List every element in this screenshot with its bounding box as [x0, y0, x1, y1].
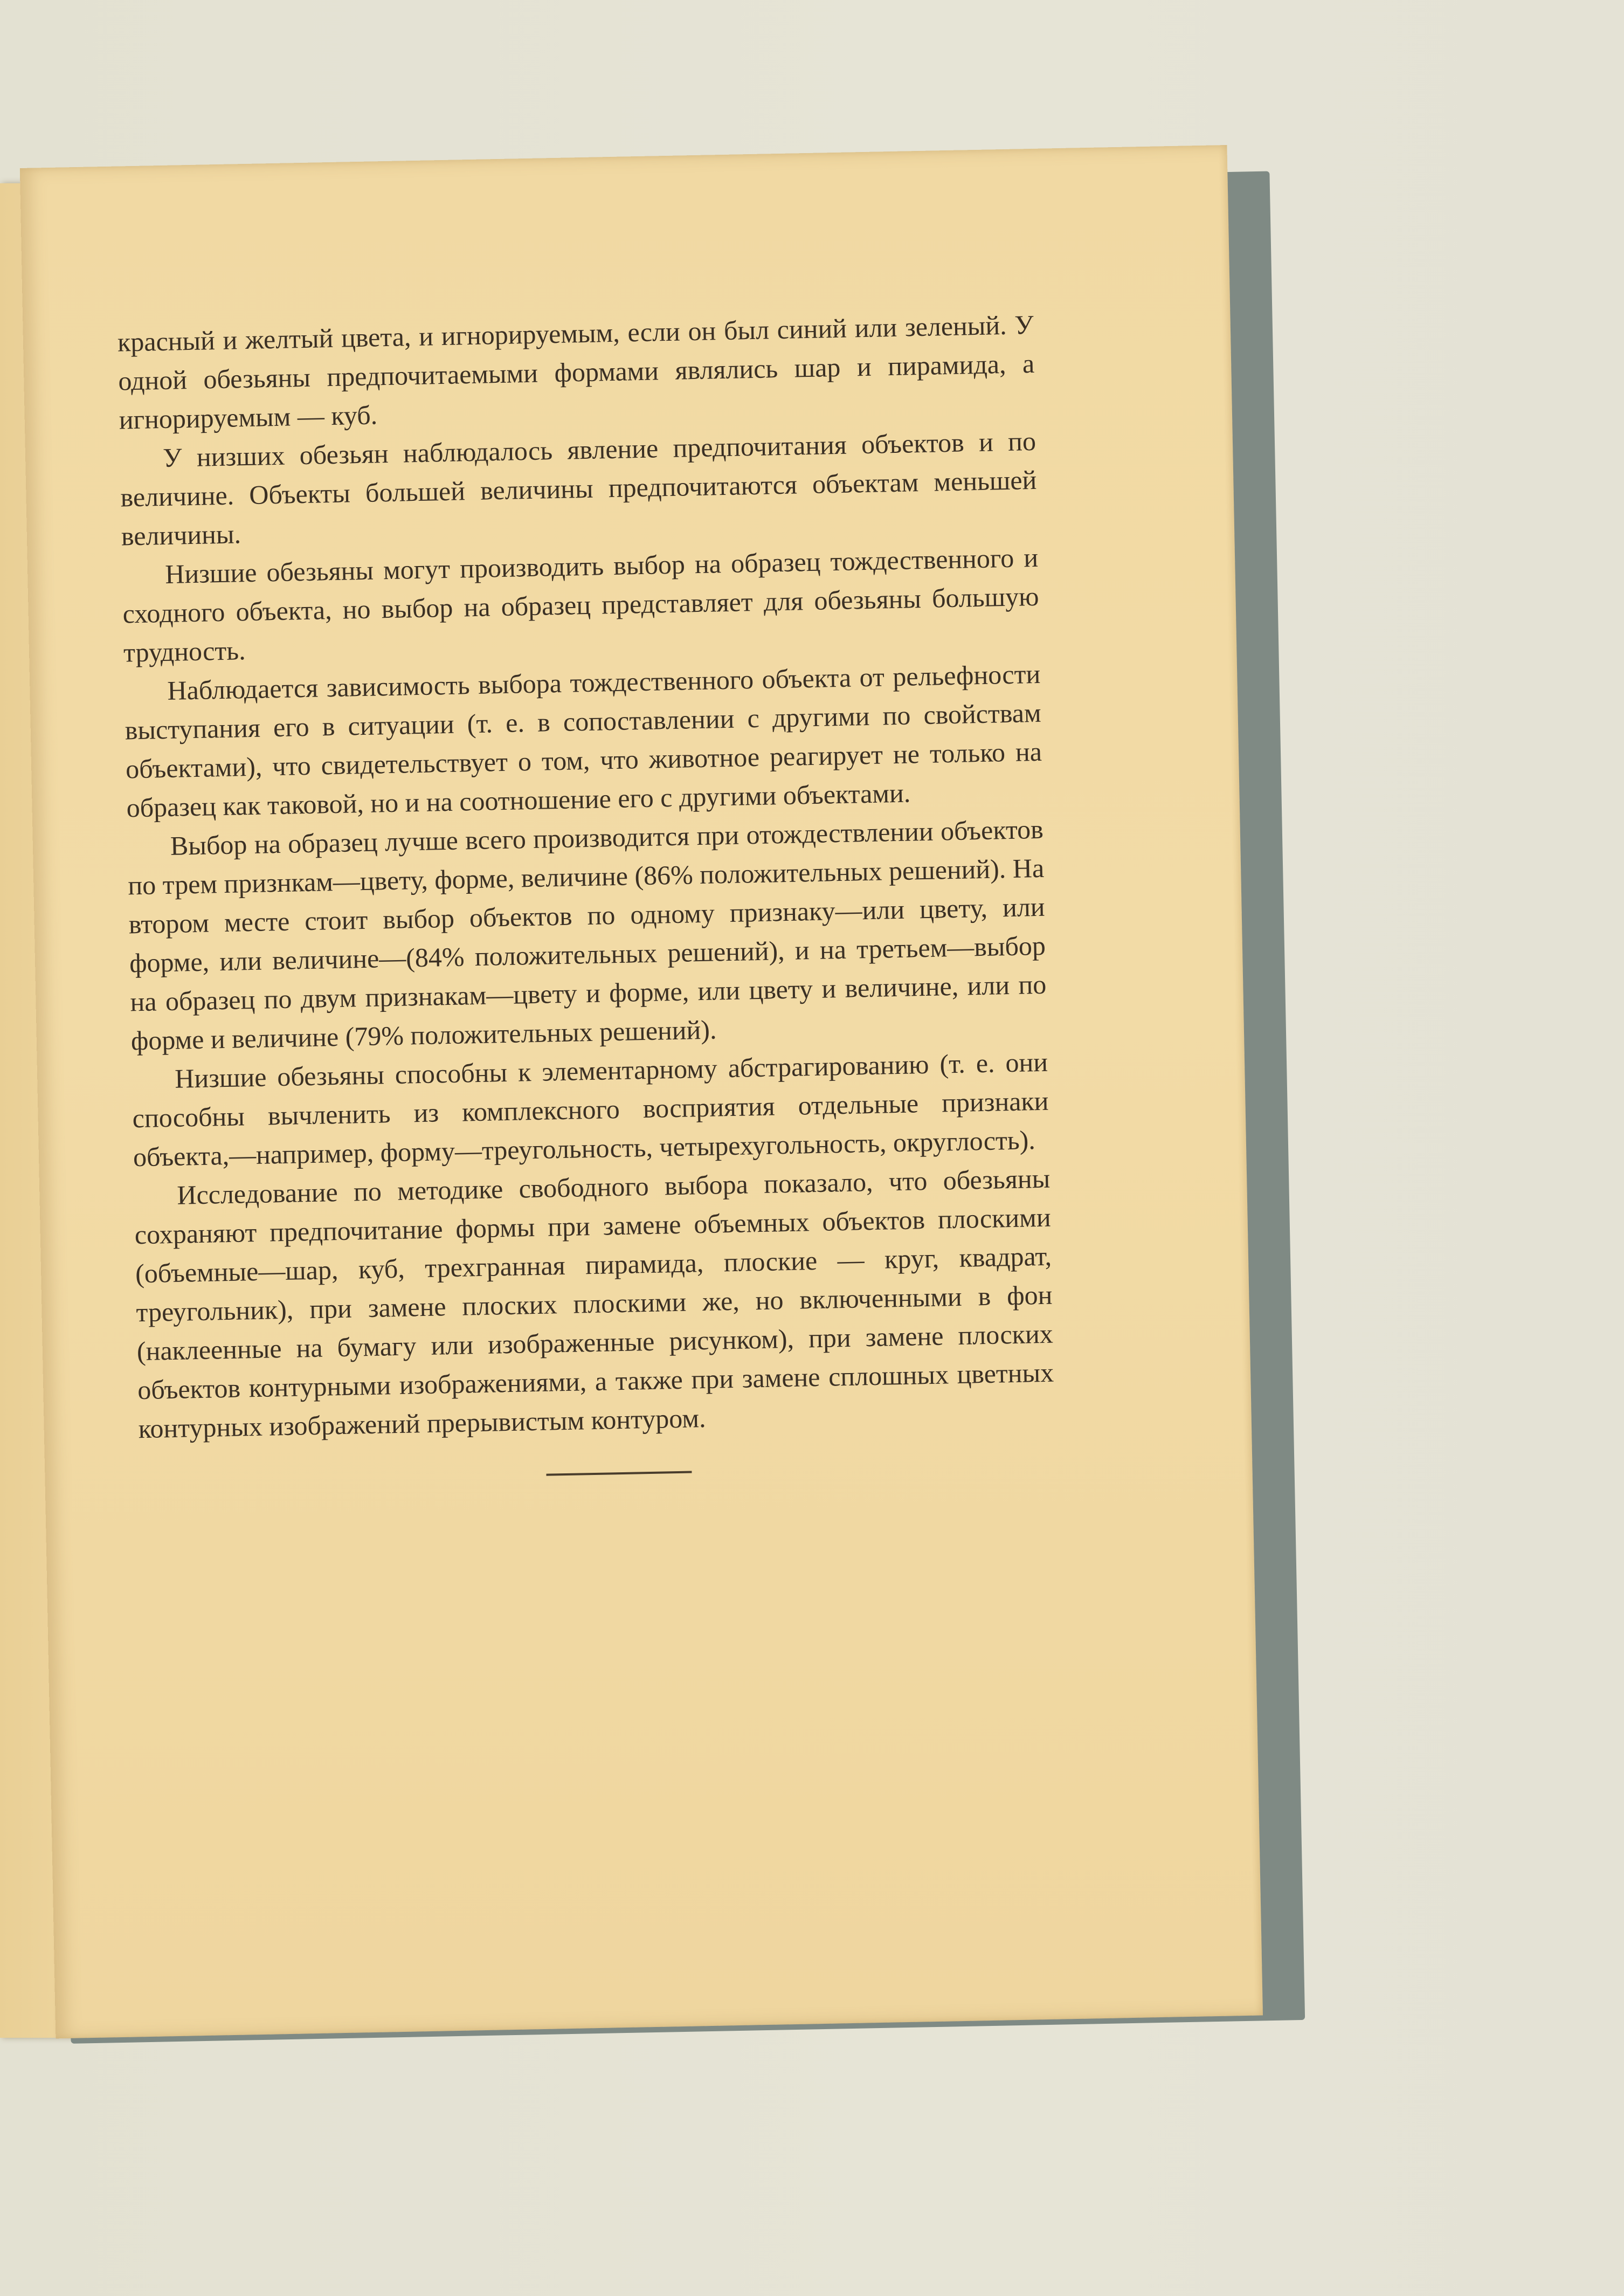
booklet [20, 145, 1274, 2044]
page-text [117, 305, 1055, 1448]
paragraph: красный и желтый цвета, и игнорируемым, если он был синий или зеленый. У одной обезьяны предпочитаемыми формами являлись шар и пирамида, а игнорируемым — куб. [117, 309, 1035, 435]
book-page [20, 145, 1263, 2038]
paragraph: Наблюдается зависимость выбора тождественного объекта от рельефности выступания его в ситуации (т. е. в сопоставлении с другими по свойствам объектами), что свидетельствует о том, что животное реагирует не только на образец как таковой, но и на соотношение его с другими объектами. [125, 658, 1042, 823]
end-rule [546, 1471, 692, 1476]
paragraph: У низших обезьян наблюдалось явление предпочитания объектов и по величине. Объекты большей величины предпочитаются объектам меньшей величины. [120, 425, 1037, 551]
paragraph: Низшие обезьяны могут производить выбор на образец тождественного и сходного объекта, но выбор на образец представляет для обезьяны большую трудность. [122, 542, 1039, 668]
paragraph: Выбор на образец лучше всего производится при отождествлении объектов по трем признкам—цвету, форме, величине (86% положительных решений). На втором месте стоит выбор объектов по одному признаку—или цвету, или форме, или величине—(84% положительных решений), и на третьем—выбор на образец по двум признакам—цвету и форме, или цвету и величине, или по форме и величине (79% положительных решений). [127, 813, 1047, 1056]
paragraph: Низшие обезьяны способны к элементарному абстрагированию (т. е. они способны вычленить из комплексного восприятия отдельные признаки объекта,—например, форму—треугольность, четырехугольность, округлость). [132, 1046, 1049, 1173]
paragraph: Исследование по методике свободного выбора показало, что обезьяны сохраняют предпочитание формы при замене объемных объектов плоскими (объемные—шар, куб, трехгранная пирамида, плоские — круг, квадрат, треугольник), при замене плоских плоскими же, но включенными в фон (наклеенные на бумагу или изображенные рисунком), при замене плоских объектов контурными изображениями, а также при замене сплошных цветных контурных изображений прерывистым контуром. [134, 1163, 1054, 1444]
